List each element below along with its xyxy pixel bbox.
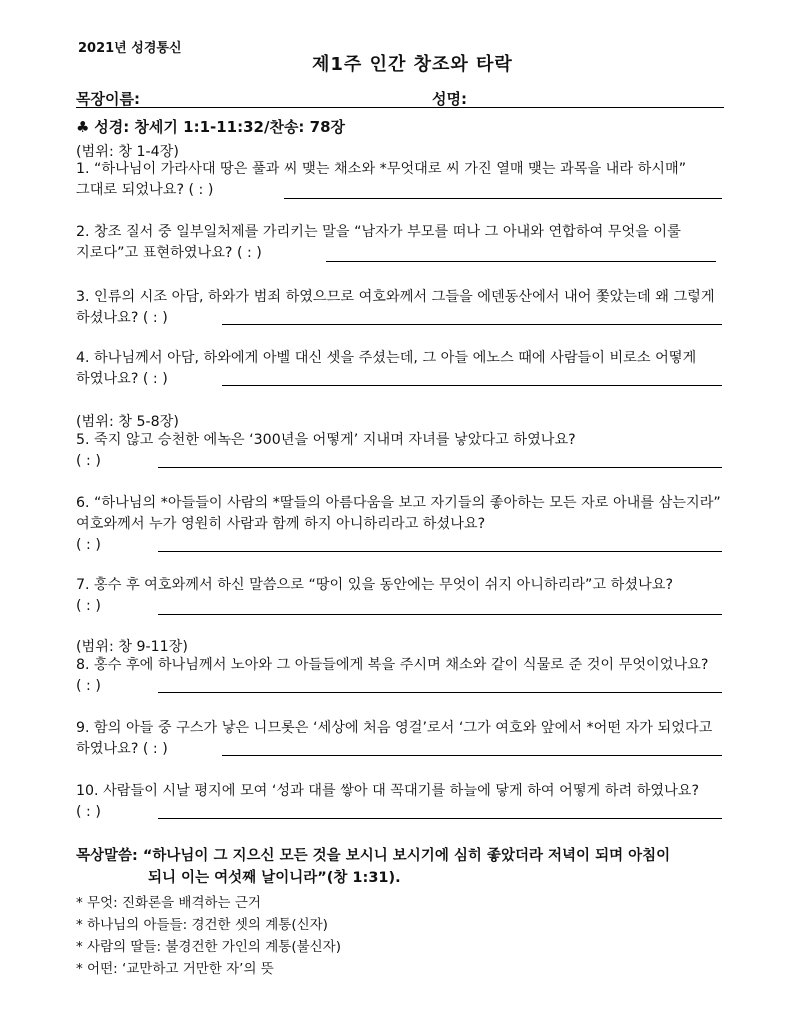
question-4-answer-line[interactable] [222, 385, 722, 386]
question-1-answer-line[interactable] [284, 198, 722, 199]
footnote: * 어떤: ‘교만하고 거만한 자’의 뜻 [76, 961, 274, 977]
question-10-answer-line[interactable] [158, 818, 722, 819]
question-6-continuation: 여호와께서 누가 영원히 사람과 함께 하지 아니하리라고 하셨나요? [76, 516, 486, 532]
question-6-text: 6. “하나님의 *아들들이 사람의 *딸들의 아름다움을 보고 자기들의 좋아하는 모든 자로 아내를 삼는지라” [76, 495, 721, 511]
question-3-continuation: 하셨나요? ( : ) [76, 310, 168, 326]
question-3-answer-line[interactable] [222, 324, 722, 325]
question-9-text: 9. 함의 아들 중 구스가 낳은 니므롯은 ‘세상에 처음 영걸’로서 ‘그가 여호와 앞에서 *어떤 자가 되었다고 [76, 720, 713, 736]
memory-verse-line1: 목상말씀: “하나님이 그 지으신 모든 것을 보시니 보시기에 심히 좋았더라 저녁이 되며 아침이 [76, 848, 671, 864]
footnote: * 하나님의 아들들: 경건한 셋의 계통(신자) [76, 917, 328, 933]
question-5-answer-line[interactable] [158, 467, 722, 468]
question-5-text: 5. 죽지 않고 승천한 에녹은 ‘300년을 어떻게’ 지내며 자녀를 낳았다고 하였나요? [76, 432, 576, 448]
question-9-continuation: 하였나요? ( : ) [76, 741, 168, 757]
question-1-continuation: 그대로 되었나요? ( : ) [76, 182, 214, 198]
question-8-answer-line[interactable] [158, 692, 722, 693]
field-name-label: 성명: [432, 90, 467, 108]
range-label: (범위: 창 9-11장) [76, 639, 188, 655]
question-3-text: 3. 인류의 시조 아담, 하와가 범죄 하였으므로 여호와께서 그들을 에덴동산에서 내어 쫓았는데 왜 그렇게 [76, 289, 715, 305]
question-8-blank: ( : ) [76, 678, 101, 694]
question-8-text: 8. 홍수 후에 하나님께서 노아와 그 아들들에게 복을 주시며 채소와 같이 식물로 준 것이 무엇이었나요? [76, 657, 709, 673]
question-7-text: 7. 홍수 후 여호와께서 하신 말씀으로 “땅이 있을 동안에는 무엇이 쉬지 아니하리라”고 하셨나요? [76, 577, 673, 593]
question-7-answer-line[interactable] [158, 614, 722, 615]
question-2-continuation: 지로다”고 표현하였나요? ( : ) [76, 245, 262, 261]
question-1-text: 1. “하나님이 가라사대 땅은 풀과 씨 맺는 채소와 *무엇대로 씨 가진 열매 맺는 과목을 내라 하시매” [76, 161, 687, 177]
question-4-text: 4. 하나님께서 아담, 하와에게 아벨 대신 셋을 주셨는데, 그 아들 에노스 때에 사람들이 비로소 어떻게 [76, 350, 697, 366]
range-label: (범위: 창 5-8장) [76, 414, 179, 430]
bible-text: 성경: 창세기 1:1-11:32/찬송: 78장 [94, 118, 346, 136]
memory-verse-line2: 되니 이는 여섯째 날이니라”(창 1:31). [148, 870, 401, 886]
question-2-text: 2. 창조 질서 중 일부일처제를 가리키는 말을 “남자가 부모를 떠나 그 아내와 연합하여 무엇을 이룰 [76, 224, 681, 240]
header-year-label: 2021년 성경통신 [78, 41, 182, 56]
question-5-blank: ( : ) [76, 453, 101, 469]
question-9-answer-line[interactable] [222, 755, 722, 756]
range-label: (범위: 창 1-4장) [76, 144, 179, 160]
bible-line [76, 116, 345, 137]
question-4-continuation: 하였나요? ( : ) [76, 371, 168, 387]
footnote: * 무엇: 진화론을 배격하는 근거 [76, 895, 261, 911]
question-7-blank: ( : ) [76, 598, 101, 614]
question-10-blank: ( : ) [76, 804, 101, 820]
question-6-answer-line[interactable] [158, 551, 722, 552]
question-10-text: 10. 사람들이 시날 평지에 모여 ‘성과 대를 쌓아 대 꼭대기를 하늘에 닿게 하여 어떻게 하려 하였나요? [76, 783, 700, 799]
field-parish-label: 목장이름: [76, 90, 140, 108]
footnote: * 사람의 딸들: 불경건한 가인의 계통(불신자) [76, 939, 341, 955]
club-icon: ♣ [76, 118, 90, 136]
page-title: 제1주 인간 창조와 타락 [312, 54, 513, 75]
question-2-answer-line[interactable] [326, 261, 716, 262]
header-underline [76, 107, 724, 108]
question-6-blank: ( : ) [76, 537, 101, 553]
